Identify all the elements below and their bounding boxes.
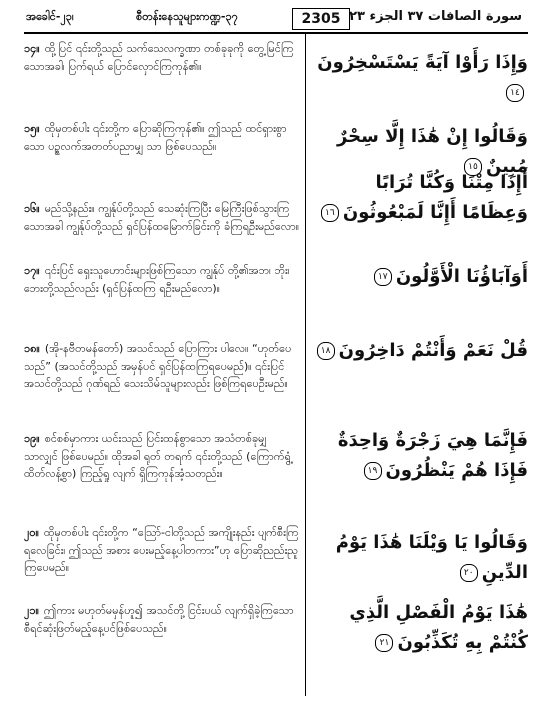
verse-text: فَإِنَّمَا هِيَ زَجْرَةٌ وَاحِدَةٌ فَإِذَا هُمْ يَنْظُرُونَ bbox=[337, 430, 528, 481]
verse-text: أَوَآبَاؤُنَا الْأَوَّلُونَ bbox=[395, 266, 528, 287]
translation-paragraph bbox=[24, 524, 300, 577]
arabic-verse bbox=[312, 262, 528, 292]
verse-text: أَإِذَا مِتْنَا وَكُنَّا تُرَابًا وَعِظَامًا أَإِنَّا لَمَبْعُوثُونَ bbox=[342, 172, 528, 223]
verse-text: وَقَالُوا يَا وَيْلَنَا هَٰذَا يَوْمُ الدِّينِ bbox=[335, 532, 528, 583]
paragraph-number: ၁၄။ bbox=[24, 42, 40, 55]
paragraph-number: ၁၅။ bbox=[24, 122, 40, 135]
paragraph-number: ၁၇။ bbox=[24, 264, 40, 277]
verse-text: هَٰذَا يَوْمُ الْفَصْلِ الَّذِي كُنْتُمْ بِهِ تُكَذِّبُونَ bbox=[349, 602, 528, 653]
paragraph-text: ထိုမှတစ်ပါး ၎င်းတို့က ပြောဆိုကြကုန်၏။ ဤသည် ထင်ရှားစွာသော ပဉ္စလက်အတတ်ပညာမျှ သာ ဖြစ်ပေသည်။ bbox=[24, 122, 287, 153]
arabic-verse bbox=[312, 168, 528, 228]
verse-number-marker: ٢٠ bbox=[460, 564, 478, 582]
verse-text: قُلْ نَعَمْ وَأَنْتُمْ دَاخِرُونَ bbox=[338, 340, 528, 361]
page-number: 2305 bbox=[292, 8, 350, 30]
verse-number-marker: ٢١ bbox=[375, 634, 393, 652]
translation-paragraph bbox=[24, 200, 300, 235]
verse-number-marker: ١٧ bbox=[374, 268, 392, 286]
page-header bbox=[24, 6, 528, 32]
paragraph-text: စင်စစ်မှာကား ယင်းသည် ပြင်းထန်စွာသော အသံတစ်ခုမျှသာလျှင် ဖြစ်ပေမည်။ ထိုအခါ ရုတ် တရက် ၎င်းတို့သည် (ကြောက်ရွံ့ထိတ်လန့်စွာ) ကြည့်ရှု လျက် ရှိကြကုန်အံ့သတည်း။ bbox=[24, 432, 291, 480]
header-part-label: အခေါင်-၂၃၊ bbox=[26, 10, 74, 23]
translation-paragraph bbox=[24, 340, 300, 393]
paragraph-text: ထိုမှတစ်ပါး ၎င်းတို့က “သြော်-ငါတို့သည် အကျိုးနည်း ပျက်စီးကြရလေခြင်း၊ ဤသည် အစား ပေးမည့်နေ့ပါတကား”ဟု ပြောဆိုညည်းညူကြပေမည်။ bbox=[24, 526, 299, 574]
paragraph-number: ၁၆။ bbox=[24, 202, 40, 215]
verse-text: وَإِذَا رَأَوْا آيَةً يَسْتَسْخِرُونَ bbox=[317, 52, 528, 73]
verse-number-marker: ١٥ bbox=[464, 158, 482, 176]
verse-text: وَقَالُوا إِنْ هَٰذَا إِلَّا سِحْرٌ مُبِينٌ bbox=[336, 126, 528, 177]
paragraph-number: ၂၀။ bbox=[24, 526, 39, 539]
paragraph-text: ဤကား မဟုတ်မမှန်ဟူ၍ အသင်တို့ ငြင်းပယ် လျက်ရှိခဲ့ကြသော စီရင်ဆုံးဖြတ်မည့်နေ့ပင်ဖြစ်ပေသည်။ bbox=[24, 604, 294, 635]
translation-paragraph bbox=[24, 430, 300, 483]
translation-paragraph bbox=[24, 262, 300, 297]
paragraph-text: ၎င်းပြင် ရှေးသူဟောင်းများဖြစ်ကြသော ကျွန်ုပ် တို့၏အဘ၊ ဘိုး၊ ဘေးတို့သည်လည်း (ရှင်ပြန်ထကြ ရဦးမည်လော)။ bbox=[24, 264, 290, 295]
paragraph-text: (အို-နဗီတမန်တော်) အသင်သည် ပြောကြား ပါလေ။ “ဟုတ်ပေသည်” (အသင်တို့သည် အမှန်ပင် ရှင်ပြန်ထကြရပေမည်)။ ၎င်းပြင် အသင်တို့သည် ဂုဏ်ရည် သေးသိမ်သူများလည်း ဖြစ်ကြရပေဦးမည်။ bbox=[24, 342, 292, 390]
verse-number-marker: ١٩ bbox=[364, 462, 382, 480]
arabic-verse bbox=[312, 336, 528, 366]
header-chapter-title: စီတန်းနေသူများကဏ္ဍ-၃၇ bbox=[136, 10, 238, 23]
verse-number-marker: ١٦ bbox=[321, 204, 339, 222]
paragraph-number: ၁၈။ bbox=[24, 342, 40, 355]
column-divider bbox=[305, 34, 306, 696]
verse-number-marker: ١٨ bbox=[317, 342, 335, 360]
header-rule bbox=[24, 32, 528, 34]
translation-paragraph bbox=[24, 40, 300, 75]
paragraph-text: ထို့ပြင် ၎င်းတို့သည် သက်သေလက္ခဏာ တစ်ခုခုကို တွေ့မြင်ကြသောအခါ၊ ပြက်ရယ် ပြောင်လှောင်ကြကုန်၏။ bbox=[24, 42, 294, 73]
paragraph-text: မည်သို့နည်း။ ကျွန်ုပ်တို့သည် သေဆုံးကြပြီး မြေကြီးဖြစ်သွားကြသောအခါ ကျွန်ုပ်တို့သည် ရှင်ပြန်ထမြောက်ခြင်းကို ခံကြရဦးမည်လော။ bbox=[24, 202, 300, 233]
arabic-verse bbox=[312, 48, 528, 108]
arabic-verse bbox=[312, 598, 528, 658]
paragraph-number: ၂၁။ bbox=[24, 604, 39, 617]
translation-paragraph bbox=[24, 120, 300, 155]
verse-number-marker: ١٤ bbox=[506, 84, 524, 102]
arabic-verse bbox=[312, 528, 528, 588]
translation-paragraph bbox=[24, 602, 300, 637]
paragraph-number: ၁၉။ bbox=[24, 432, 40, 445]
header-arabic-title: سورة الصافات ٣٧ الجزء ٢٣ bbox=[349, 9, 522, 24]
arabic-verse bbox=[312, 426, 528, 486]
